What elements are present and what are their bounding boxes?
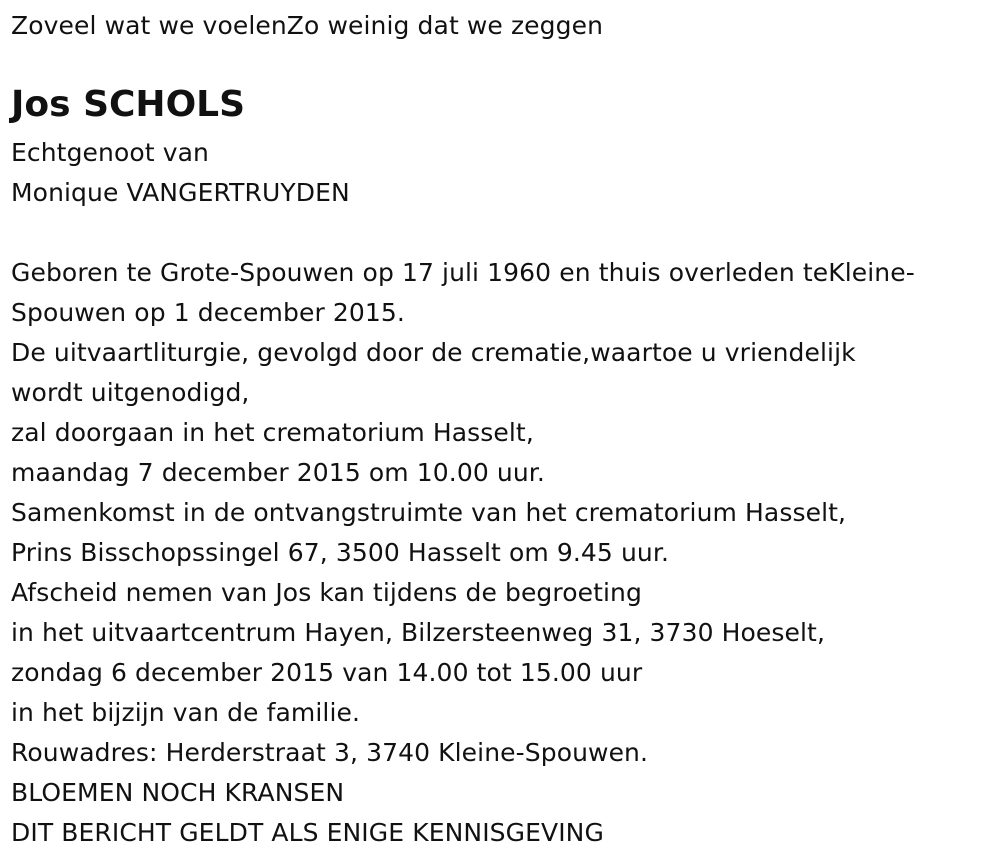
spouse-line: Echtgenoot van bbox=[11, 138, 209, 167]
body-line: De uitvaartliturgie, gevolgd door de crematie,waartoe u vriendelijk bbox=[11, 338, 856, 367]
body-line: Afscheid nemen van Jos kan tijdens de begroeting bbox=[11, 578, 642, 607]
deceased-name: Jos SCHOLS bbox=[11, 84, 246, 125]
body-line: Prins Bisschopssingel 67, 3500 Hasselt om 9.45 uur. bbox=[11, 538, 670, 567]
motto-text: Zoveel wat we voelenZo weinig dat we zeggen bbox=[11, 11, 604, 40]
spouse-block bbox=[11, 133, 350, 213]
body-line: DIT BERICHT GELDT ALS ENIGE KENNISGEVING bbox=[11, 818, 604, 847]
spouse-line: Monique VANGERTRUYDEN bbox=[11, 178, 350, 207]
body-line: zondag 6 december 2015 van 14.00 tot 15.00 uur bbox=[11, 658, 643, 687]
body-line: Rouwadres: Herderstraat 3, 3740 Kleine-Spouwen. bbox=[11, 738, 649, 767]
body-line: Spouwen op 1 december 2015. bbox=[11, 298, 405, 327]
body-line: wordt uitgenodigd, bbox=[11, 378, 250, 407]
body-line: Samenkomst in de ontvangstruimte van het crematorium Hasselt, bbox=[11, 498, 847, 527]
notice-body bbox=[11, 253, 915, 853]
body-line: in het uitvaartcentrum Hayen, Bilzersteenweg 31, 3730 Hoeselt, bbox=[11, 618, 825, 647]
body-line: in het bijzijn van de familie. bbox=[11, 698, 361, 727]
body-line: Geboren te Grote-Spouwen op 17 juli 1960 en thuis overleden teKleine- bbox=[11, 258, 915, 287]
body-line: zal doorgaan in het crematorium Hasselt, bbox=[11, 418, 534, 447]
body-line: BLOEMEN NOCH KRANSEN bbox=[11, 778, 345, 807]
body-line: maandag 7 december 2015 om 10.00 uur. bbox=[11, 458, 545, 487]
